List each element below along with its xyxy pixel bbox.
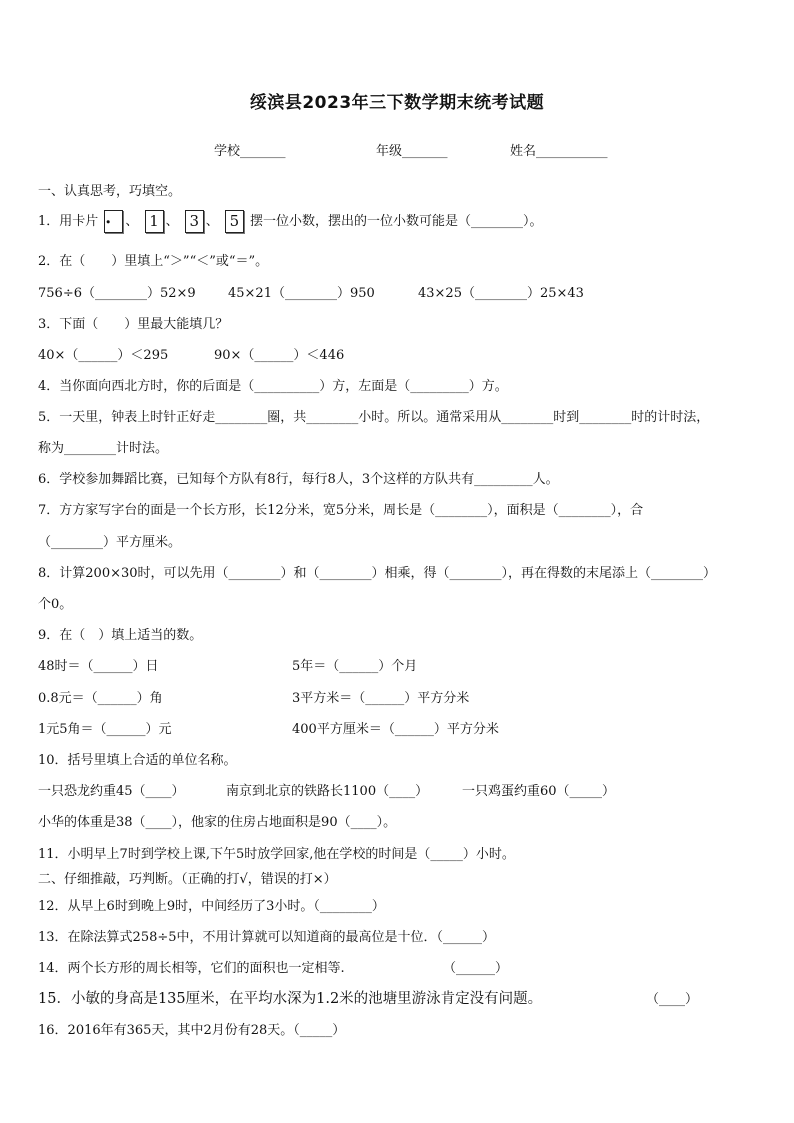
question-10c: 一只鸡蛋约重60（_____）: [462, 784, 616, 799]
question-1-suffix: 摆一位小数，摆出的一位小数可能是（________）。: [250, 214, 543, 229]
question-5-line-2: 称为________计时法。: [38, 441, 169, 456]
separator: 、: [165, 214, 179, 229]
question-6: 6．学校参加舞蹈比赛，已知每个方队有8行，每行8人，3个这样的方队共有_________人。: [38, 472, 559, 487]
question-10b: 南京到北京的铁路长1100（____）: [226, 784, 429, 799]
grade-field[interactable]: 年级_______: [376, 144, 448, 159]
question-3-title: 3．下面（ ）里最大能填几？: [38, 317, 229, 332]
question-16: 16．2016年有365天，其中2月份有28天。（_____）: [38, 1023, 346, 1038]
question-14: [38, 957, 345, 976]
question-12: 12．从早上6时到晚上9时，中间经历了3小时。（________）: [38, 899, 385, 914]
section-heading-judge: 二、仔细推敲，巧判断。（正确的打√，错误的打×）: [38, 872, 337, 887]
question-2b: 45×21（________）950: [228, 286, 375, 301]
question-3b: 90×（______）＜446: [214, 348, 345, 363]
question-9-r3a: 1元5角＝（______）元: [38, 722, 172, 737]
card-5: 5: [225, 210, 244, 233]
question-9-r2a: 0.8元＝（______）角: [38, 691, 163, 706]
question-14-blank: （______）: [443, 961, 509, 976]
question-1-prefix: 1．用卡片: [38, 214, 99, 229]
question-9-r1a: 48时＝（______）日: [38, 659, 159, 674]
page-title: 绥滨县2023年三下数学期末统考试题: [249, 93, 545, 113]
question-2-title: 2．在（ ）里填上“＞”“＜”或“＝”。: [38, 254, 269, 269]
question-4: 4．当你面向西北方时，你的后面是（__________）方，左面是（_________）方。: [38, 379, 508, 394]
separator: 、: [205, 214, 219, 229]
card-3: 3: [185, 210, 204, 233]
separator: 、: [125, 214, 139, 229]
question-11: 11．小明早上7时到学校上课,下午5时放学回家,他在学校的时间是（_____）小时。: [38, 847, 515, 862]
question-5-line-1: 5．一天里，钟表上时针正好走________圈，共________小时。所以。通常采用从________时到________时的计时法，: [38, 410, 710, 425]
question-2a: 756÷6（________）52×9: [38, 286, 196, 301]
school-field[interactable]: 学校_______: [214, 144, 286, 159]
question-10-title: 10．括号里填上合适的单位名称。: [38, 753, 237, 768]
question-14-text: 14．两个长方形的周长相等，它们的面积也一定相等.: [38, 961, 345, 976]
question-2c: 43×25（________）25×43: [418, 286, 584, 301]
question-9-r3b: 400平方厘米＝（______）平方分米: [292, 722, 499, 737]
question-3a: 40×（______）＜295: [38, 348, 169, 363]
card-dot: ．: [104, 210, 123, 233]
question-13: 13．在除法算式258÷5中，不用计算就可以知道商的最高位是十位．（______）: [38, 930, 496, 945]
question-8-line-1: 8．计算200×30时，可以先用（________）和（________）相乘，得（________），再在得数的末尾添上（________）: [38, 566, 717, 581]
question-7-line-2: （________）平方厘米。: [38, 535, 182, 550]
question-9-title: 9．在（ ）填上适当的数。: [38, 628, 203, 643]
question-8-line-2: 个0。: [38, 597, 73, 612]
question-1: [38, 207, 543, 233]
question-7-line-1: 7．方方家写字台的面是一个长方形，长12分米，宽5分米，周长是（________），面积是（________），合: [38, 503, 644, 518]
name-field[interactable]: 姓名___________: [510, 144, 608, 159]
question-9-r1b: 5年＝（______）个月: [292, 659, 418, 674]
question-10d: 小华的体重是38（____），他家的住房占地面积是90（____）。: [38, 815, 397, 830]
card-1: 1: [145, 210, 164, 233]
section-heading-fill: 一、认真思考，巧填空。: [38, 184, 182, 199]
question-10a: 一只恐龙约重45（____）: [38, 784, 185, 799]
question-15-text: 15．小敏的身高是135厘米，在平均水深为1.2米的池塘里游泳肯定没有问题。: [38, 991, 543, 1007]
question-9-r2b: 3平方米＝（______）平方分米: [292, 691, 470, 706]
question-15: [38, 987, 542, 1008]
question-15-blank: （____）: [646, 992, 699, 1007]
